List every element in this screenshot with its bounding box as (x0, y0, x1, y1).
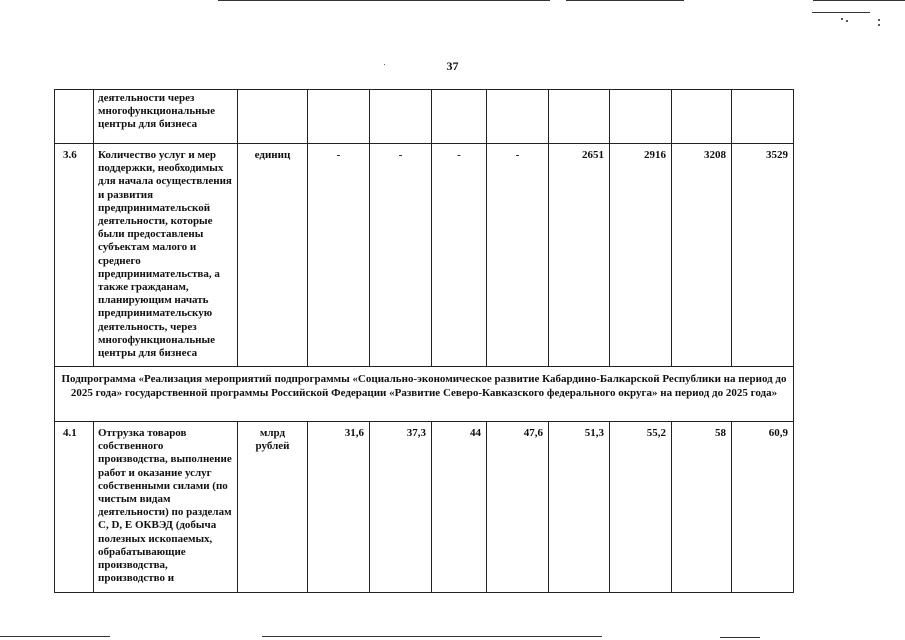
scan-speck (878, 24, 880, 26)
value-cell: - (370, 144, 432, 367)
value-cell: 55,2 (610, 422, 672, 593)
scan-artifact-line (0, 636, 110, 637)
scan-artifact-line (218, 0, 550, 1)
value-cell: 3208 (672, 144, 732, 367)
value-cell (732, 90, 794, 144)
code-cell: 3.6 (55, 144, 94, 367)
code-cell (55, 90, 94, 144)
indicator-name-cell: Отгрузка товаров собственного производства, выполнение работ и оказание услуг собственными силами (по чистым видам деятельности) по разделам C, D, E ОКВЭД (добыча полезных ископаемых, обрабатывающие производства, производство и (94, 422, 238, 593)
value-cell: 60,9 (732, 422, 794, 593)
table-row (55, 144, 794, 367)
unit-cell: млрд рублей (238, 422, 308, 593)
value-cell: 2916 (610, 144, 672, 367)
scan-artifact-line (262, 636, 602, 637)
unit-cell (238, 90, 308, 144)
indicator-name-cell: Количество услуг и мер поддержки, необходимых для начала осуществления и развития предпринимательской деятельности, которые были предоставлены субъектам малого и среднего предпринимательства, а также гражданам, планирующим начать предпринимательскую деятельность, через многофункциональные центры для бизнеса (94, 144, 238, 367)
value-cell: - (487, 144, 549, 367)
value-cell: 51,3 (549, 422, 610, 593)
page-number: 37 (446, 59, 459, 73)
subprogram-heading: Подпрограмма «Реализация мероприятий подпрограммы «Социально-экономическое развитие Кабардино-Балкарской Республики на период до 2025 года» государственной программы Российской Федерации «Развитие Северо-Кавказского федерального округа» на период до 2025 года» (55, 367, 794, 422)
value-cell (432, 90, 487, 144)
value-cell: 31,6 (308, 422, 370, 593)
value-cell (610, 90, 672, 144)
table-row (55, 367, 794, 422)
value-cell (672, 90, 732, 144)
value-cell: 47,6 (487, 422, 549, 593)
value-cell: - (432, 144, 487, 367)
scan-speck (878, 19, 880, 21)
scan-speck (846, 20, 848, 22)
value-cell: 58 (672, 422, 732, 593)
code-cell: 4.1 (55, 422, 94, 593)
value-cell: 37,3 (370, 422, 432, 593)
unit-cell: единиц (238, 144, 308, 367)
value-cell (549, 90, 610, 144)
table-row (55, 422, 794, 593)
value-cell: 44 (432, 422, 487, 593)
value-cell (370, 90, 432, 144)
indicator-name-cell: деятельности через многофункциональные центры для бизнеса (94, 90, 238, 144)
table-row (55, 90, 794, 144)
value-cell (308, 90, 370, 144)
scan-artifact-line (812, 12, 870, 13)
indicators-table (54, 89, 794, 593)
value-cell: 2651 (549, 144, 610, 367)
value-cell: - (308, 144, 370, 367)
scan-artifact-line (720, 637, 760, 638)
scan-artifact-line (566, 0, 684, 1)
scan-speck (841, 18, 843, 20)
scan-artifact-line (813, 0, 905, 1)
value-cell (487, 90, 549, 144)
value-cell: 3529 (732, 144, 794, 367)
